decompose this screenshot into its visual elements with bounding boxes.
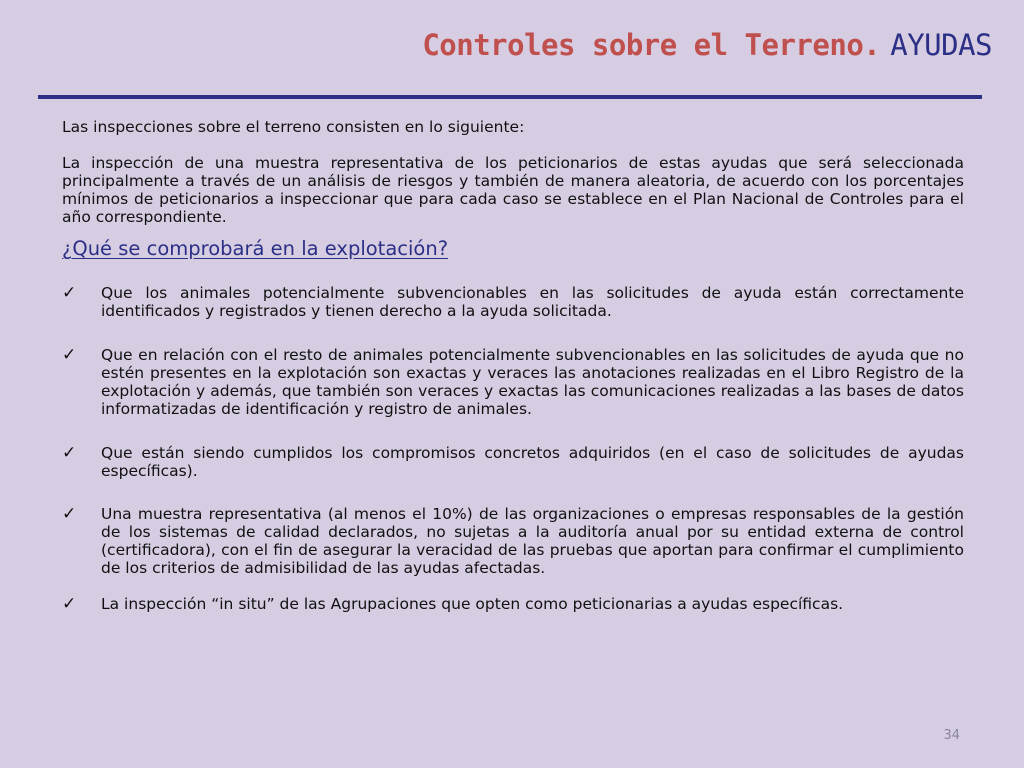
list-item-text: Una muestra representativa (al menos el 10%) de las organizaciones o empresas responsables de la gestión de los sistemas de calidad declarados, no sujetas a la auditoría anual por su entidad externa de control (certificadora), con el fin de asegurar la veracidad de las pruebas que aportan para confirmar el cumplimiento de los criterios de admisibilidad de las ayudas afectadas. (101, 505, 964, 577)
check-icon: ✓ (62, 443, 77, 463)
check-icon: ✓ (62, 345, 77, 365)
check-icon: ✓ (62, 594, 77, 614)
question-heading: ¿Qué se comprobará en la explotación? (62, 237, 449, 260)
list-item (62, 505, 964, 577)
slide-title-accent: AYUDAS (890, 28, 992, 62)
slide-title (422, 28, 992, 62)
list-item (62, 444, 964, 480)
list-item (62, 284, 964, 320)
slide-body (62, 118, 964, 613)
page-number: 34 (943, 728, 960, 743)
list-item-text: Que en relación con el resto de animales potencialmente subvencionables en las solicitudes de ayuda que no estén presentes en la explotación son exactas y veraces las anotaciones realizadas en el Libro Registro de la explotación y además, que también son veraces y exactas las comunicaciones realizadas a las bases de datos informatizadas de identificación y registro de animales. (101, 346, 964, 418)
list-item (62, 595, 964, 613)
intro-text: Las inspecciones sobre el terreno consisten en lo siguiente: (62, 118, 525, 136)
inspection-paragraph: La inspección de una muestra representativa de los peticionarios de estas ayudas que será seleccionada principalmente a través de un análisis de riesgos y también de manera aleatoria, de acuerdo con los porcentajes mínimos de peticionarios a inspeccionar que para cada caso se establece en el Plan Nacional de Controles para el año correspondiente. (62, 154, 964, 226)
list-item (62, 346, 964, 418)
check-icon: ✓ (62, 283, 77, 303)
slide-title-main: Controles sobre el Terreno. (422, 28, 881, 62)
check-icon: ✓ (62, 504, 77, 524)
list-item-text: Que los animales potencialmente subvencionables en las solicitudes de ayuda están correctamente identificados y registrados y tienen derecho a la ayuda solicitada. (101, 284, 964, 320)
list-item-text: La inspección “in situ” de las Agrupaciones que opten como peticionarias a ayudas específicas. (101, 595, 844, 613)
title-divider (38, 95, 982, 99)
list-item-text: Que están siendo cumplidos los compromisos concretos adquiridos (en el caso de solicitudes de ayudas específicas). (101, 444, 964, 480)
check-list (62, 284, 964, 613)
